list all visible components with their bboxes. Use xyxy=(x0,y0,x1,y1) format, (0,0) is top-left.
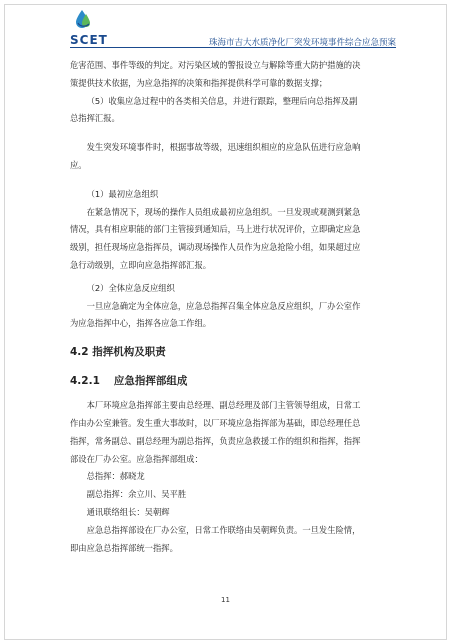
list-item-heading: （2）全体应急反应组织 xyxy=(86,282,175,293)
paragraph-line: 发生突发环境事件时，根据事故等级，迅速组织相应的应急队伍进行应急响 xyxy=(86,142,361,153)
paragraph-line: 在紧急情况下，现场的操作人员组成最初应急组织。一旦发现或观测到紧急 xyxy=(86,206,361,217)
paragraph-line: 情况，具有相应职能的部门主管接到通知后，马上进行状况评价，立即确定应急 xyxy=(70,224,361,235)
paragraph-line: 总指挥汇报。 xyxy=(70,113,120,124)
list-item-heading: （1）最初应急组织 xyxy=(86,188,159,199)
section-heading: 4.2 指挥机构及职责 xyxy=(70,346,166,359)
page-header xyxy=(70,8,396,46)
paragraph-line: 危害范围、事件等级的判定。对污染区域的警报设立与解除等重大防护措施的决 xyxy=(70,60,361,70)
subsection-number: 4.2.1 xyxy=(70,375,100,388)
paragraph-line: 指挥，常务副总、副总经理为副总指挥，负责应急救援工作的组织和指挥，指挥 xyxy=(70,435,361,446)
deputy-commander-line: 副总指挥：余立川、吴平胜 xyxy=(86,489,187,500)
commander-line: 总指挥：郝晓龙 xyxy=(86,471,145,482)
page-content xyxy=(70,57,391,557)
paragraph-line: 作由办公室兼管。发生重大事故时，以厂环境应急指挥部为基础，即总经理任总 xyxy=(70,417,361,428)
page-number: 11 xyxy=(221,596,230,604)
company-logo xyxy=(70,8,122,46)
logo-text: SCET xyxy=(70,33,108,47)
paragraph-line: 级别，担任现场应急指挥员，调动现场操作人员作为应急抢险小组，如果超过应 xyxy=(70,242,361,253)
paragraph-line: 即由应急总指挥部统一指挥。 xyxy=(70,542,178,553)
paragraph-line: 一旦应急确定为全体应急，应急总指挥召集全体应急反应组织，厂办公室作 xyxy=(86,300,361,311)
subsection-heading xyxy=(70,371,391,391)
paragraph-line: 本厂环境应急指挥部主要由总经理、副总经理及部门主管领导组成，日常工 xyxy=(86,400,361,411)
paragraph-line: 应。 xyxy=(70,159,87,170)
paragraph-line: 策提供技术依据，为应急指挥的决策和指挥提供科学可靠的数据支撑； xyxy=(70,77,328,88)
paragraph-line: （5）收集应急过程中的各类相关信息，并进行跟踪，整理后向总指挥及副 xyxy=(86,95,358,106)
subsection-title: 应急指挥部组成 xyxy=(113,375,188,388)
header-divider xyxy=(70,47,396,48)
paragraph-line: 应急总指挥部设在厂办公室，日常工作联络由吴朝辉负责。一旦发生险情， xyxy=(86,524,361,535)
paragraph-line: 急行动级别，立即向应急指挥部汇报。 xyxy=(70,259,212,270)
paragraph-line: 为应急指挥中心，指挥各应急工作组。 xyxy=(70,318,212,329)
paragraph-line: 部设在厂办公室。应急指挥部组成： xyxy=(70,453,203,464)
liaison-line: 通讯联络组长：吴朝辉 xyxy=(86,506,170,517)
document-header-title: 珠海市吉大水质净化厂突发环境事件综合应急预案 xyxy=(208,38,396,48)
water-drop-logo-icon xyxy=(70,8,122,34)
